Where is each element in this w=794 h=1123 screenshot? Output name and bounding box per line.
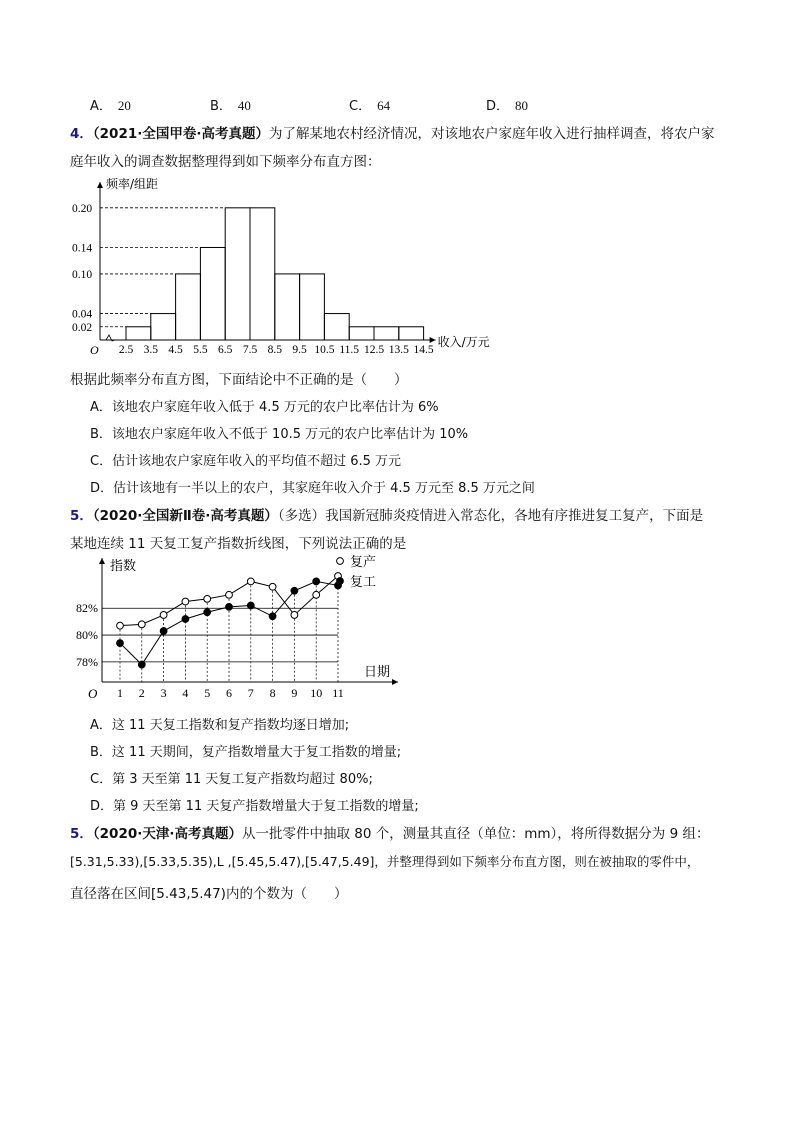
x-tick-label: 6 — [226, 686, 232, 700]
histogram-bar — [349, 327, 374, 340]
x-axis-label: 日期 — [364, 665, 391, 680]
q5a-stem-line1: 5．（2020·全国新Ⅱ卷·高考真题）（多选）我国新冠肺炎疫情进入常态化，各地有序推进复工复产，下面是 — [70, 508, 704, 524]
q5b-stem-line3: 直径落在区间[5.43,5.47)内的个数为（ ） — [70, 886, 348, 902]
q5a-number: 5． — [70, 508, 93, 524]
y-axis-arrow — [97, 182, 103, 188]
y-tick-label: 0.20 — [72, 202, 93, 215]
q4-choice-b: B．该地农户家庭年收入不低于 10.5 万元的农户比率估计为 10% — [90, 427, 469, 442]
data-point — [138, 661, 145, 668]
q5a-choice-c: C．第 3 天至第 11 天复工复产指数均超过 80%; — [90, 772, 373, 787]
x-tick-label: 13.5 — [388, 344, 409, 356]
histogram-bar — [151, 314, 176, 340]
x-tick-label: 9.5 — [292, 344, 307, 356]
x-tick-label: 7.5 — [242, 344, 258, 356]
x-tick-label: 2.5 — [118, 344, 134, 356]
x-axis-arrow — [430, 337, 436, 343]
data-point — [226, 591, 233, 598]
q4-number: 4． — [70, 126, 93, 142]
x-tick-label: 6.5 — [218, 344, 233, 356]
x-tick-label: 5 — [204, 686, 211, 700]
x-tick-label: 11.5 — [339, 344, 360, 356]
q4-stem-line2: 庭年收入的调查数据整理得到如下频率分布直方图： — [70, 154, 381, 170]
x-tick-label: 10.5 — [314, 344, 335, 356]
histogram-bar — [324, 314, 349, 340]
x-tick-label: 3 — [160, 686, 167, 700]
x-axis-label: 收入/万元 — [437, 335, 490, 349]
y-axis-arrow — [99, 558, 105, 564]
data-point — [247, 602, 254, 609]
q5a-stem-line2: 某地连续 11 天复工复产指数折线图，下列说法正确的是 — [70, 536, 407, 552]
y-tick-label: 0.14 — [72, 242, 93, 255]
q5a-source: （2020·全国新Ⅱ卷·高考真题） — [92, 508, 278, 524]
x-tick-label: 8 — [269, 686, 276, 700]
option-a: A． 20 — [90, 98, 131, 114]
histogram-bar — [300, 274, 325, 340]
x-axis-arrow — [392, 679, 398, 685]
data-point — [204, 595, 211, 602]
q5a-choice-a: A．这 11 天复工指数和复产指数均逐日增加; — [90, 718, 350, 733]
histogram-income — [70, 172, 530, 364]
option-b: B． 40 — [210, 98, 251, 114]
y-axis-label: 频率/组距 — [106, 177, 159, 191]
x-tick-label: 4 — [182, 686, 189, 700]
x-tick-label: 12.5 — [363, 344, 385, 356]
histogram-bar — [250, 208, 275, 340]
q4-source: （2021·全国甲卷·高考真题） — [92, 126, 269, 142]
data-point — [226, 603, 233, 610]
histogram-bar — [225, 208, 250, 340]
q5a-choice-b: B．这 11 天期间，复产指数增量大于复工指数的增量; — [90, 745, 402, 760]
data-point — [138, 621, 145, 628]
q5b-source: （2020·天津·高考真题） — [92, 826, 242, 842]
data-point — [182, 598, 189, 605]
q4-choice-a: A．该地农户家庭年收入低于 4.5 万元的农户比率估计为 6% — [90, 400, 439, 415]
y-tick-label: 78% — [76, 654, 98, 669]
y-tick-label: 0.10 — [72, 268, 93, 281]
data-point — [291, 612, 298, 619]
histogram-bar — [176, 274, 201, 340]
histogram-bar — [275, 274, 300, 340]
legend-marker — [337, 558, 344, 565]
data-point — [269, 613, 276, 620]
histogram-bar — [126, 327, 151, 340]
x-tick-label: 10 — [310, 686, 323, 700]
data-point — [117, 640, 124, 647]
q5b-stem-line2: [5.31,5.33),[5.33,5.35),L ,[5.45,5.47),[5.47,5.49]，并整理得到如下频率分布直方图，则在被抽取的零件中， — [70, 854, 700, 869]
data-point — [247, 578, 254, 585]
data-point — [313, 578, 320, 585]
legend-marker — [337, 578, 344, 585]
x-tick-label: 4.5 — [168, 344, 183, 356]
q4-choice-c: C．估计该地农户家庭年收入的平均值不超过 6.5 万元 — [90, 454, 402, 469]
legend-label: 复产 — [350, 555, 377, 570]
origin-label: O — [88, 686, 98, 701]
x-tick-label: 5.5 — [193, 344, 208, 356]
x-tick-label: 7 — [247, 686, 254, 700]
legend-label: 复工 — [350, 575, 377, 590]
x-tick-label: 9 — [291, 686, 298, 700]
data-point — [204, 609, 211, 616]
q5a-choice-d: D．第 9 天至第 11 天复产指数增量大于复工指数的增量; — [90, 799, 419, 814]
x-tick-label: 11 — [332, 686, 344, 700]
histogram-bar — [200, 247, 225, 340]
y-tick-label: 82% — [76, 601, 98, 616]
data-point — [160, 628, 167, 635]
data-point — [291, 587, 298, 594]
option-d: D． 80 — [486, 98, 529, 114]
series-line-fuchan — [120, 576, 338, 626]
q4-choice-d: D．估计该地有一半以上的农户，其家庭年收入介于 4.5 万元至 8.5 万元之间 — [90, 481, 535, 496]
y-tick-label: 0.02 — [72, 321, 93, 334]
x-tick-label: 1 — [117, 686, 123, 700]
data-point — [313, 591, 320, 598]
q4-question: 根据此频率分布直方图，下面结论中不正确的是（ ） — [70, 372, 408, 388]
data-point — [117, 622, 124, 629]
x-tick-label: 2 — [138, 686, 145, 700]
prev-question-options — [90, 95, 710, 113]
y-tick-label: 0.04 — [72, 308, 93, 321]
data-point — [160, 612, 167, 619]
y-axis-label: 指数 — [110, 559, 137, 574]
histogram-bar — [374, 327, 399, 340]
q5b-number: 5． — [70, 826, 93, 842]
histogram-bar — [399, 327, 424, 340]
line-chart-index — [76, 552, 420, 712]
origin-label: O — [90, 343, 99, 357]
option-c: C． 64 — [349, 98, 391, 114]
data-point — [269, 583, 276, 590]
x-tick-label: 14.5 — [413, 344, 434, 356]
q4-stem-line1: 4．（2021·全国甲卷·高考真题）为了解某地农村经济情况，对该地农户家庭年收入进行抽样调查，将农户家 — [70, 126, 715, 142]
x-tick-label: 8.5 — [267, 344, 282, 356]
y-tick-label: 80% — [76, 628, 98, 643]
q5b-stem-line1: 5．（2020·天津·高考真题）从一批零件中抽取 80 个，测量其直径（单位：mm），将所得数据分为 9 组： — [70, 826, 710, 842]
data-point — [182, 616, 189, 623]
x-tick-label: 3.5 — [143, 344, 158, 356]
